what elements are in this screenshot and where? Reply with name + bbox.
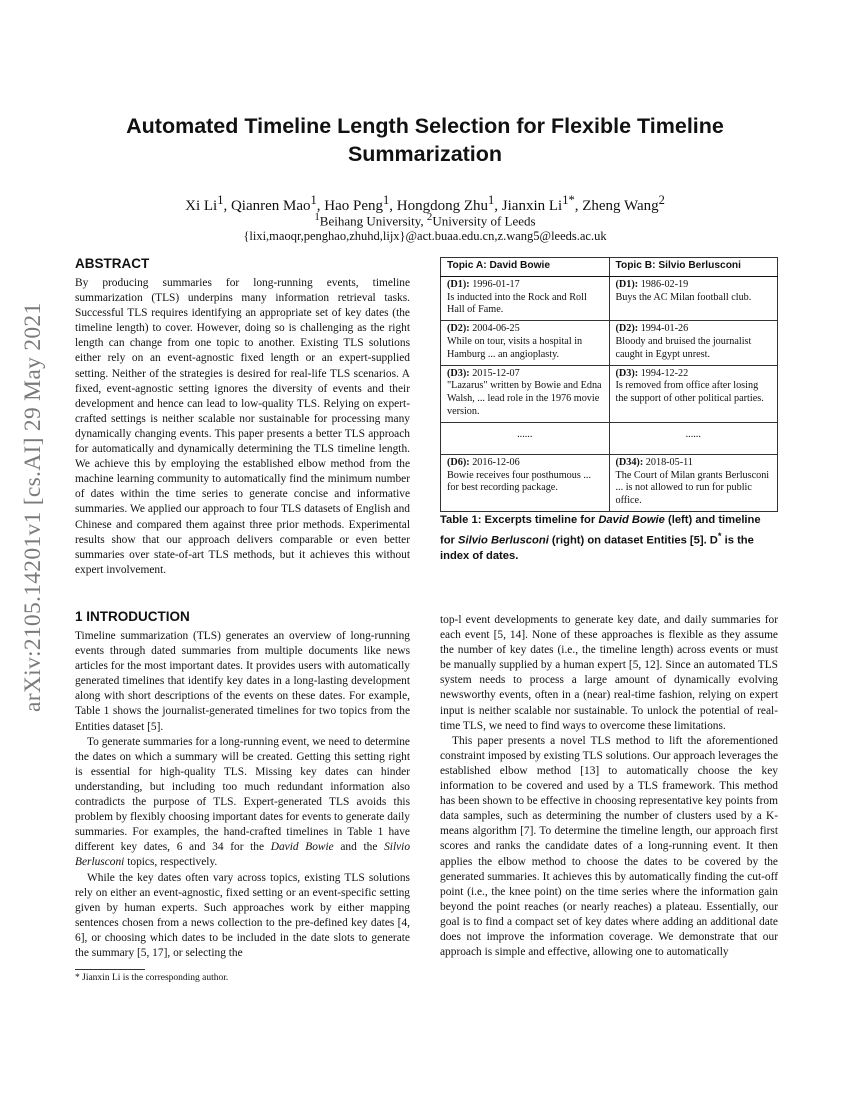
table-cell: (D3): 1994-12-22 Is removed from office after losing the support of other political parties. xyxy=(609,365,778,422)
table-cell: ...... xyxy=(441,422,610,454)
abstract-paragraph: By producing summaries for long-running events, timeline summarization (TLS) underpins many information retrieval tasks. Successful TLS requires identifying an appropriate set of key dates (the timeline length) to cover. However, doing so is challenging as the right length can change from one topic to another. Existing TLS solutions either rely on an event-agnostic fixed length or an expert-supplied setting. Neither of the strategies is desired for real-life TLS scenarios. A fixed, event-agnostic setting ignores the diversity of events and their development and hence can lead to low-quality TLS. Relying on expert-crafted settings is neither scalable nor sustainable for processing many dynamically changing events. This paper presents a better TLS approach for automatically and dynamically determining the TLS timeline length. We achieve this by employing the established elbow method from the machine learning community to automatically find the minimum number of dates within the time series to generate concise and informative summaries. We applied our approach to four TLS datasets of English and Chinese and compared them against three prior methods. Experimental results show that our approach delivers comparable or even better summaries over state-of-art TLS methods, but it achieves this without expert involvement. xyxy=(75,277,410,576)
timeline-table xyxy=(440,257,778,512)
author-list: Xi Li$^1$, Qianren Mao$^1$, Hao Peng$^1$, Hongdong Zhu$^1$, Jianxin $Li^{1*}$, Zheng Wang$^2$ xyxy=(185,193,665,214)
table-cell: (D2): 1994-01-26 Bloody and bruised the journalist caught in Egypt unrest. xyxy=(609,321,778,365)
footnote-rule xyxy=(75,969,145,970)
table-row xyxy=(441,321,778,365)
table-cell: (D1): 1986-02-19 Buys the AC Milan football club. xyxy=(609,276,778,320)
introduction-heading: 1 INTRODUCTION xyxy=(75,609,190,624)
table-row-ellipsis xyxy=(441,422,778,454)
table-row xyxy=(441,365,778,422)
table-header-topic-b: Topic B: Silvio Berlusconi xyxy=(609,258,778,277)
table-cell: (D1): 1996-01-17 Is inducted into the Rock and Roll Hall of Fame. xyxy=(441,276,610,320)
table-row xyxy=(441,454,778,511)
table-cell: (D34): 2018-05-11 The Court of Milan grants Berlusconi ... is not allowed to run for public office. xyxy=(609,454,778,511)
intro-paragraph: Timeline summarization (TLS) generates an overview of long-running events through dated summaries from multiple documents like news articles for the most important dates. It provides users with automatically generated timelines that identify key dates in a long-lasting development along with short descriptions of the events on these dates. For example, Table 1 shows the journalist-generated timelines for two topics from the Entities dataset [5]. xyxy=(75,630,410,733)
introduction-body xyxy=(75,629,410,961)
table-caption: Table 1: Excerpts timeline for David Bowie (left) and timeline for Silvio Berlusconi (right) on dataset Entities [5]. D* is the index of dates. xyxy=(440,514,761,562)
paper-title: Automated Timeline Length Selection for Flexible Timeline Summarization xyxy=(126,114,724,166)
table-cell: ...... xyxy=(609,422,778,454)
abstract-body xyxy=(75,276,410,578)
body-paragraph: top-l event developments to generate key date, and daily summaries for each event [5, 14]. None of these approaches is flexible as they assume the number of key dates (i.e., the timeline length) across events or must be manually supplied by a human expert [5, 12]. Since an automated TLS system needs to process a large amount of dynamically evolving newsworthy events, often in a (near) real-time fashion, relying on expert input is neither scalable nor sustainable. To unlock the potential of real-time TLS, we need to find ways to overcome these limitations. xyxy=(440,614,778,732)
intro-paragraph: To generate summaries for a long-running event, we need to determine the dates on which a summary will be created. Getting this setting right is essential for high-quality TLS. Missing key dates can hinder understanding, but including too much redundant information also contradicts the purpose of TLS. Expert-generated TLS avoids this problem by flexibly choosing important dates for events to generate daily summaries. For examples, the hand-crafted timelines in Table 1 have different key dates, 6 and 34 for the David Bowie and the Silvio Berlusconi topics, respectively. xyxy=(75,735,411,869)
table-cell: (D6): 2016-12-06 Bowie receives four posthumous ... for best recording package. xyxy=(441,454,610,511)
table-cell: (D2): 2004-06-25 While on tour, visits a hospital in Hamburg ... an angioplasty. xyxy=(441,321,610,365)
table-cell: (D3): 2015-12-07 "Lazarus" written by Bowie and Edna Walsh, ... lead role in the 1976 movie version. xyxy=(441,365,610,422)
body-paragraph: This paper presents a novel TLS method to lift the aforementioned constraint imposed by existing TLS solutions. Our approach leverages the established elbow method [13] to automatically choose the key information to be covered and used by a TLS framework. This method has been shown to be effective in choosing representative key points from data samples, such as determining the number of clusters used by a K-means algorithm [7]. To determine the timeline length, our approach first scores and ranks the candidate dates of a long-running event. It then applies the elbow method to choose the dates to be covered by the generated summaries. It achieves this by automatically finding the cut-off point (i.e., the knee point) on the time series where the information gain beyond the point reaches (or nearly reaches) a plateau. Essentially, our goal is to find a compact set of key dates where adding an additional date does not improve the information coverage. We demonstrate that our approach is simple and effective, allowing one to automatically xyxy=(440,734,778,959)
intro-paragraph: While the key dates often vary across topics, existing TLS solutions rely on either an event-agnostic, fixed setting or an event-specific setting given by human experts. Such approaches work by either mapping sentences chosen from a news collection to the pre-defined key dates [4, 6], or choosing which dates to be included in the date slots to generate the summary [5, 17], or selecting the xyxy=(75,871,410,959)
footnote: * Jianxin Li is the corresponding author. xyxy=(75,973,229,983)
affiliations: $^1$Beihang University, $^2$University of Leeds xyxy=(314,211,536,229)
table-header-row xyxy=(441,258,778,277)
author-emails: {lixi,maoqr,penghao,zhuhd,lijx}@act.buaa.edu.cn,z.wang5@leeds.ac.uk xyxy=(243,229,607,243)
abstract-heading: ABSTRACT xyxy=(75,256,150,271)
right-column-body xyxy=(440,613,778,960)
table-header-topic-a: Topic A: David Bowie xyxy=(441,258,610,277)
table-row xyxy=(441,276,778,320)
arxiv-stamp: arXiv:2105.14201v1 [cs.AI] 29 May 2021 xyxy=(20,302,46,712)
